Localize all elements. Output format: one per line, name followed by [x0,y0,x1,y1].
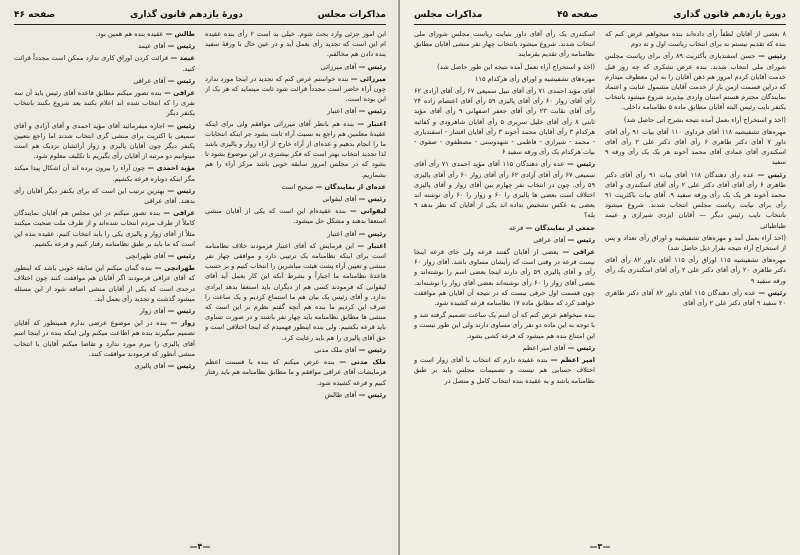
speaker-name: رئیس — [165,307,195,316]
paragraph: عیمد — قرائت کردن اوراق کاری ندارد ممکن است مجدداً قرائت کنید. [14,54,195,73]
speaker-name: رئیس — [165,76,195,85]
paragraph: مؤید احمدی — چون آراء را بیرون برده اند آن اشکال پیدا میکند مگر اینکه دوباره قرعه بکشیم. [14,164,195,183]
paragraph: رئیس — آقای پالیزی [134,362,195,371]
speaker-name: رئیس — [356,229,386,238]
paragraph: رئیس — آقای ملک مدنی [314,345,386,354]
paragraph: عراقی — بعضی از آقایان گفتند قرعه ولی جای قرعه اینجا نیست قرعه در وقتی است که رأیشان مساوی باشد. آقای زوار ۶۰ رأی و آقای پالیزی ۵۹ رأی دارند اینجا بعضی اسم را نوشته‌اند و بعضی آقای زوار را ۶۰ رأی نوشته‌اند بعضی آقای زوار را نوشته‌اند. چون قسمت اول حرفی نیست که در نتیجه آن آقایان هم موافقت خواهند کرد که مطابق ماده ۱۷ نظامنامه قرعه کشیده شود. [414,248,595,308]
speaker-name: رئیس — [564,160,595,169]
left-page-header [14,8,386,25]
paragraph: رئیس — حسن اسفندیاری بأکثریت ۸۹ رأی برای ریاست مجلس شورای ملی انتخاب شدند. بنده عرض تشکری که چه روز قبل خدمت آقایان کردم امروز هم ذهن آقایان را به این معطوف میدارم که دراین قسمت ازمن باز از خدمت آقایان مشمول عنایت و اعتماد نمایندگان محترم هستم امتنان واردی بپذیرند شروع میشود بانتخاب یکنفر نایب رئیس البته آقایان مطابق ماده ۵ نظامنامه داخلی. [605,52,786,112]
paragraph: اعتبار — بنده هم بانظر آقای میرزائی موافقم ولی برای اینکه عقیدهٔ معلمین هم راجع به نسبت آراء ثابت بشود جز اینکه انتخابات ما را انجام بدهیم و عده‌ای از آراء خارج از آراء زوار و پالیزی باشد لذا تجدید انتخاب بهتر است که فکر بیشتری در این موضوع بشود تا بشود که در مجلس امروز سابقه خوبی باشد مرکز آراء را هم بشماریم. [205,119,386,179]
paragraph: امیر اعظم — بنده عقیده دارم که انتخاب با آقای زوار است و اختلاف حسابی هم نیست و تصمیمات مجلس باید بر طبق نظامنامه باشد و به عقیده بنده انتخاب کامل و متصل در [414,356,595,385]
paragraph: رئیس — آقای عراقی [533,235,595,244]
left-page-number: صفحه ۴۶ [14,10,56,20]
paragraph: (اخذ و استخراج آراء بعمل آمده نتیجه بشرح آتی حاصل شد) [623,115,786,124]
speaker-name: رئیس — [565,343,595,352]
paragraph: رئیس — عده رأی دهندگان ۱۱۵ آقای مؤید احمدی ۷۱ رأی آقای سمیعی ۶۷ رأی آقای آزادی ۶۲ رأی آقای زوار ۶۰ رأی آقای پالیزی ۵۹ رأی. چون در انتخاب نفر چهارم بین آقای زوار و آقای پالیزی اختلاف است بعضی ها پالیزی را ۶۰ و زوار را ۶۰ رأی نوشته اند بعضی به عکس تشخیص نداده اند یکی از آقایان که نظر بدهد ۹ بله؟ [414,160,595,220]
speaker-name: رئیس — [754,170,786,179]
right-page-header [414,8,786,25]
speaker-name: عده‌ای از نمایندگان — [313,182,386,191]
right-page-title: مذاکرات مجلس [414,10,483,20]
left-page-footer: —۴— [189,542,211,551]
paragraph: رئیس — آقای لیقوانی [322,195,386,204]
right-page-footer: —۳— [589,542,611,551]
paragraph: رئیس — آقای طالش [324,390,386,399]
left-page-col-right [205,29,386,535]
paragraph: رئیس — آقای طهرانچی [125,252,195,261]
speaker-name: عیمد — [168,54,195,63]
paragraph: ملک مدنی — بنده عرض میکنم که بنده با قسمت اعظم فرمایشات آقای عراقی موافقم و ما مطابق نظامنامه هم باید رفتار کنیم و قرعه کشیده شود. [205,358,386,387]
paragraph: این امور جزئی وارد بحث شوم. خیلی بد است ۲ رأی بنده عقیده ام این است که تجدید رأی بعمل آید و در عین حال با ورقهٔ سفید بنده دادن هم مخالفم. [205,30,386,59]
paragraph: لیقوانی — بنده عقیده‌ام این است که یکی از آقایان منشی استعفا بدهند و مشکل حل میشود. [205,207,386,226]
right-page-number: صفحه ۴۵ [557,10,599,20]
speaker-name: اعتبار — [353,241,386,250]
paragraph: رئیس — آقای امیر اعظم [522,343,595,352]
speaker-name: رئیس — [565,235,595,244]
paragraph: مهره‌های تشفیشیه و اوراق رأی هرکدام ۱۱۵ [474,74,595,83]
paragraph: رئیس — آقای زوار [139,307,195,316]
speaker-name: عراقی — [558,248,595,257]
paragraph: اعتبار — این فرمایش که آقای اعتبار فرمودند خلاف نظامنامه است برای اینکه نظامنامه یک ترتیبی دارد و موافقی چهار نفر منشی و تعیین آراء پشت هیئت مباشرین را انتخاب کنیم و بر حسب قاعدهٔ نظامنامه ما اجباراً و بشرط آنکه این کار بعمل آید آقای لیقوانی که فرمودند کسی هم از دیگران باید استعفا بدهد ایرادی ندارد. و آقای رئیس یک بیان هم ما استماع کردیم و یک ساعت را صرف این کردیم ما بنده هم آنچه گفتم نظرم بر این است که منشی ها مطابق نظامنامه باید چهار نفر باشند و در صورت تساوی باید قرعه بکشیم. ولی بنده اینطور فهمیدم که اینجا اختلافی است و حق آقای پالیزی را هم باید رعایت کرد. [205,241,386,342]
speaker-name: رئیس — [165,252,195,261]
paragraph: عراقی — بنده تصور میکنم مطابق قاعده آقای رئیس باید آن سه نفری را که انتخاب شده اند اعلام بکنند بعد شروع بکنند بانتخاب یکنفر دیگر [14,89,195,118]
paragraph: مهره‌های تشفیشیه ۱۱۸ آقای فرداوی ۱۱۰ آقای بیات ۹۱ رأی آقای داور ۷ آقای دکتر طاهری ۶ رأی آقای دکتر علی ۲ رأی آقای اسکندری آقای عمادی آقای محمد آخوند هر یک یک رأی ورقه ۹ سفید [605,127,786,167]
speaker-name: رئیس — [755,288,786,297]
speaker-name: رئیس — [356,62,386,71]
paragraph: طهرانچی — بنده گمان میکنم این سابقه خوبی باشد که اینطور که آقای عراقی فرمودند اگر آقایان هم موافقت کنند چون اختلاف درحدی است که یکی از آقایان منشی اضافه شود از این مسئله میشود گذشت و تجدید رأی بعمل آید. [14,264,195,303]
paragraph: رئیس — آقای عیمد [138,42,195,51]
paragraph: رئیس — بهترین ترتیب این است که برای یکنفر دیگر آقایان رأی بدهند. آقای عراقی [14,186,195,206]
speaker-name: رئیس — [755,52,786,61]
paragraph: عده‌ای از نمایندگان — صحیح است [281,182,386,191]
speaker-name: طالش — [163,30,195,38]
speaker-name: امیر اعظم — [547,356,595,365]
paragraph: طالش — عقیده بنده هم همین بود. [95,30,195,38]
speaker-name: رئیس — [165,362,195,371]
paragraph: رئیس — اجازه میفرمائید آقای مؤید احمدی و آقای آزادی و آقای سمیعی با اکثریت برای منشی گری انتخاب شدند اما راجع بتعیین یکنفر دیگر چون آقایان پالیزی و زوار آرائشان نزدیک هم است میتوانیم دو مرتبه از آقایان رأی بگیریم تا تکلیف معلوم شود. [14,121,195,161]
paragraph: میرزائی — بنده خواستم عرض کنم که تجدید در اینجا مورد ندارد چون آراء حاضر است مجدداً قرائت شود ثابت مینماید که هر یک از این بوده است. [205,74,386,104]
speaker-name: اعتبار — [353,119,386,128]
speaker-name: جمعی از نمایندگان — [523,223,595,232]
speaker-name: رئیس — [164,121,195,130]
speaker-name: لیقوانی — [345,207,386,216]
speaker-name: میرزائی — [348,74,386,83]
right-page [400,0,800,555]
speaker-name: رئیس — [165,42,195,51]
speaker-name: طهرانچی — [151,264,195,273]
paragraph: رئیس — آقای میرزائی [320,62,386,71]
right-page-col-right [605,29,786,535]
paragraph: (اخذ و استخراج آراء بعمل آمده نتیجه این طور حاصل شد) [437,62,595,71]
paragraph: عراقی — بنده تصور میکنم در این مجلس هم آقایان نمایندگان کاملاً از طرف مردم انتخاب شده‌اند و از طرف ملت صحبت میکنند مثلاً از آقای زوار و پالیزی یکی را باید انتخاب کنیم. عقیده بنده این است که ما باید بر طبق نظامنامه رفتار کنیم و قرعه بکشیم. [14,209,195,248]
left-page-col-left [14,29,195,535]
left-page-columns [14,29,386,535]
left-page-session: دورهٔ یازدهم قانون گذاری [129,10,243,20]
speaker-name: رئیس — [356,195,386,204]
paragraph: رئیس — عده رأی دهندگان ۱۱۵ آقای داور ۸۲ آقای دکتر طاهری ۲۰ سفید ۹ آقای دکتر علی ۲ رأی آقای [605,288,786,308]
paragraph: رئیس — آقای اعتبار [327,107,386,116]
paragraph: رئیس — آقای اعتبار [327,229,386,238]
paragraph: رئیس — آقای عراقی [133,76,195,85]
paragraph: ۸ بعضی از آقایان لطفاً رأی داده‌اند بنده میخواهم عرض کنم که بنده که تقدیم نیستم نه برای انتخاب ریاست اول و نه دوم [605,30,786,49]
speaker-name: رئیس — [356,345,386,354]
speaker-name: زوار — [166,319,195,328]
speaker-name: مؤید احمدی — [145,164,195,173]
speaker-name: رئیس — [356,390,386,399]
paragraph: جمعی از نمایندگان — قرعه [509,223,595,232]
speaker-name: عراقی — [161,89,195,98]
paragraph: رئیس — عده رأی دهندگان ۱۱۸ آقای بیات ۹۱ رأی آقای دکتر طاهری ۶ رأی آقای آقای دکتر علی ۲ رأی آقای اسکندری و آقای محمد آخوند هر یک یک رأی ورقه سفید ۹. آقای بیات باکثریت ۹۱ رأی برای نیابت ریاست مجلس انتخاب شدند. شروع میشود بانتخاب نایب رئیس دیگر — آقایان ایزدی شیرازی و عیمد طباطبائی [605,170,786,230]
paragraph: اسکندری یک رأی آقای داور بنیابت ریاست مجلس شورای ملی انتخاب شدند. شروع میشود بانتخاب چهار نفر منشی آقایان مطابق نظامنامه رأی تقدیم بفرمایند [414,30,595,59]
right-page-col-left [414,29,595,535]
paragraph: (اخذ آراء بعمل آمد و مهره‌های تشفیشیه و اوراق رأی تعداد و پس از استخراج آراء نتیجه بقرار ذیل حاصل شد) [605,233,786,253]
speaker-name: ملک مدنی — [334,358,386,367]
paragraph: مهره‌های تشفیشیه ۱۱۵ اوراق رأی ۱۱۵ آقای داور ۸۲ رأی آقای دکتر طاهری ۲۰ رأی آقای دکتر علی ۲ رأی آقای اسکندری یک رأی ورقه سفید ۹ [605,256,786,285]
speaker-name: رئیس — [164,186,195,195]
right-page-session: دورهٔ یازدهم قانون گذاری [673,10,786,20]
paragraph: آقای مؤید احمدی ۷۱ رأی آقای نبیل سمیعی ۶۷ رأی آقای آزادی ۶۲ رأی آقای زوار ۶۰ رأی آقای پالیزی ۵۹ رأی آقای اعتصام زاده ۲۴ رأی آقای نقابت ۲۳ رأی آقای جعفر اصفهانی ۹ رأی آقای مؤید ثابتی ۸ رأی آقای خلیل سریری ۵ رأی آقایان شاهرودی و کفائیه هرکدام ۳ رأی آقایان محمد آخوند ۳ رأی آقایان افشار - اسفندیاری - محمد - شیرازی - فاطمی - شهدوستی - مصطفوی - صفوی - بیات هرکدام یک رأی ورقه سفید ۶ [414,87,595,157]
speaker-name: عراقی — [160,209,195,218]
right-page-columns [414,29,786,535]
speaker-name: رئیس — [356,107,386,116]
paragraph: بنده میخواهم عرض کنم که آن اسم یک ساعت تصمیم گرفته شد و با توجه به این ماده دو نفر رأی مساوی دارند ولی این طور نیست و این امتناع بنده هم میشود که قرعه کشی بشود. [414,311,595,340]
left-page-title: مذاکرات مجلس [317,10,386,20]
paragraph: زوار — بنده در این موضوع عرضی ندارم همینطور که آقایان تصمیم میگیرند بنده هم اطاعت میکنم ولی اینکه بنده در اینجا اسم آقای پالیزی را ببرم مورد ندارد و تقاضا میکنم آقایان با انتخاب منشی آنطور که فرمودند موافقت کنند. [14,319,195,358]
